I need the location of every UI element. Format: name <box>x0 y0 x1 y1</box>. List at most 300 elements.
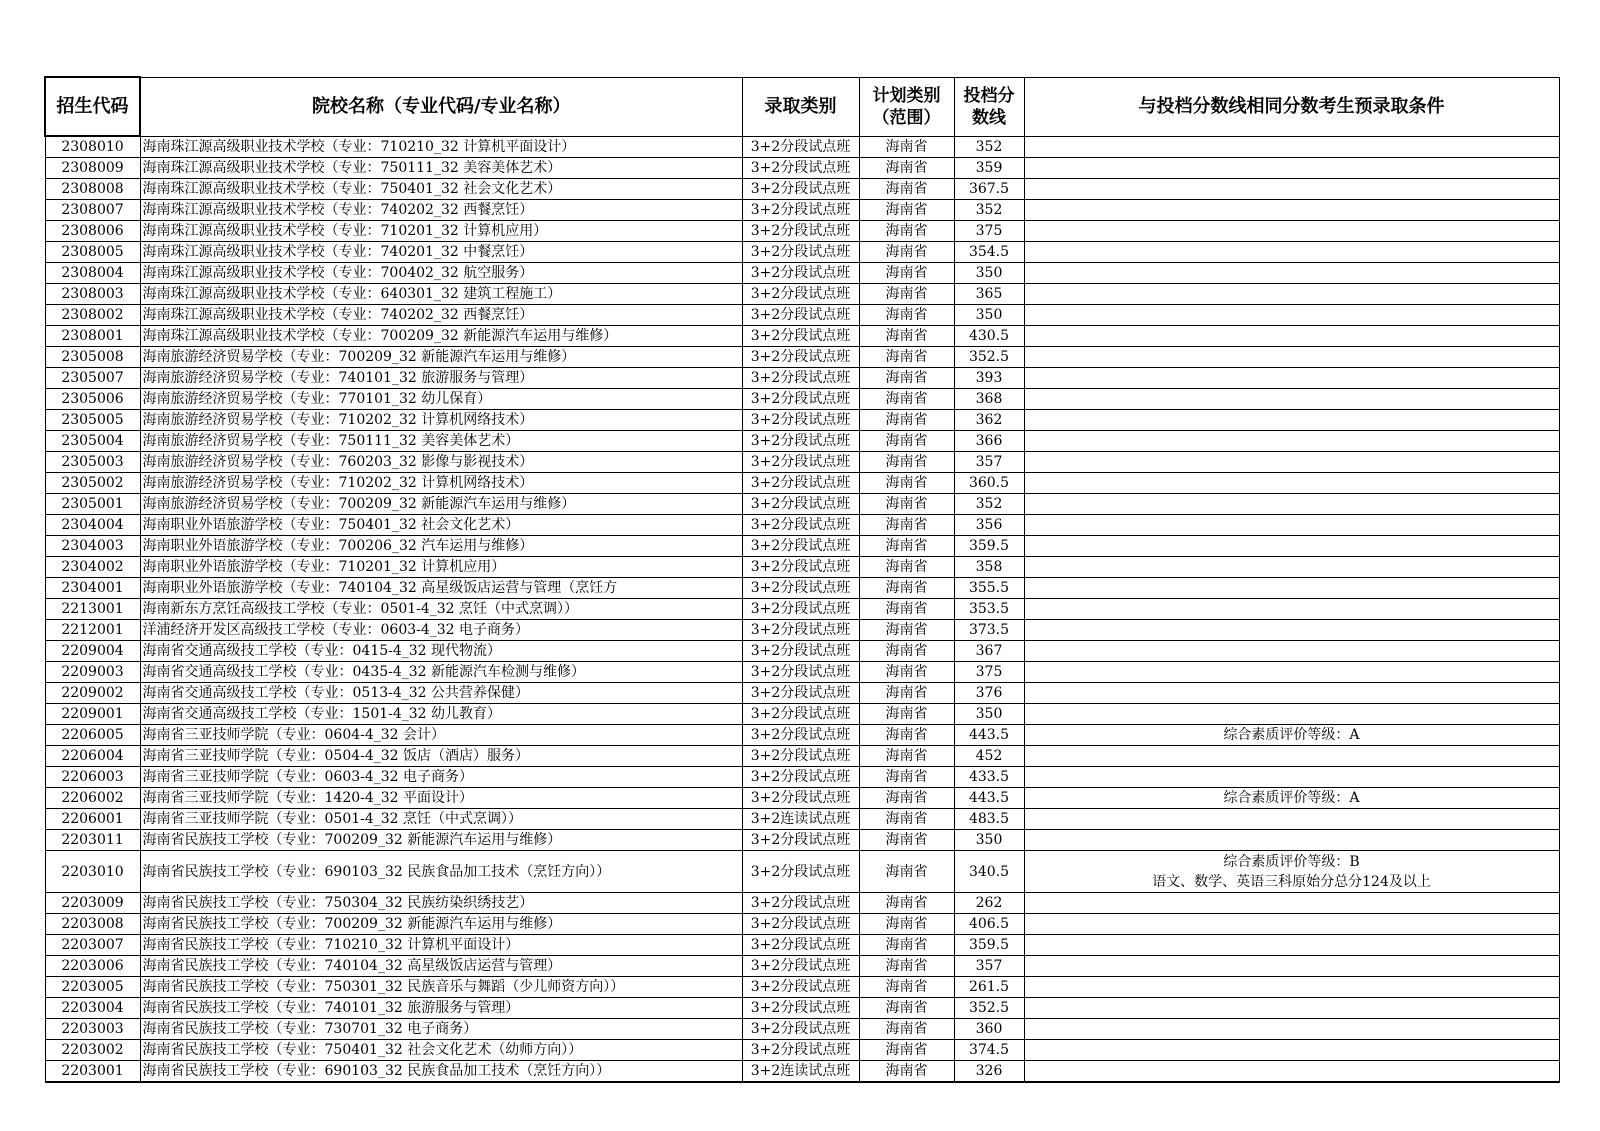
cell-score: 365 <box>954 284 1024 305</box>
cell-condition <box>1024 473 1559 494</box>
cell-condition <box>1024 1061 1559 1083</box>
cell-plan: 海南省 <box>859 893 954 914</box>
cell-score: 443.5 <box>954 725 1024 746</box>
table-row <box>45 536 1559 557</box>
cell-score: 359 <box>954 158 1024 179</box>
cell-plan: 海南省 <box>859 578 954 599</box>
table-row <box>45 725 1559 746</box>
cell-condition <box>1024 746 1559 767</box>
cell-school: 海南职业外语旅游学校（专业：750401_32 社会文化艺术） <box>140 515 742 536</box>
table-row <box>45 767 1559 788</box>
cell-condition <box>1024 998 1559 1019</box>
cell-plan: 海南省 <box>859 620 954 641</box>
cell-condition <box>1024 305 1559 326</box>
cell-type: 3+2分段试点班 <box>742 662 859 683</box>
table-row <box>45 620 1559 641</box>
cell-school: 海南珠江源高级职业技术学校（专业：700209_32 新能源汽车运用与维修） <box>140 326 742 347</box>
cell-type: 3+2分段试点班 <box>742 830 859 851</box>
cell-school: 海南职业外语旅游学校（专业：710201_32 计算机应用） <box>140 557 742 578</box>
cell-score: 430.5 <box>954 326 1024 347</box>
cell-code: 2305001 <box>45 494 140 515</box>
cell-plan: 海南省 <box>859 662 954 683</box>
cell-code: 2308008 <box>45 179 140 200</box>
cell-school: 海南省民族技工学校（专业：740101_32 旅游服务与管理） <box>140 998 742 1019</box>
cell-school: 海南省民族技工学校（专业：750401_32 社会文化艺术（幼师方向）） <box>140 1040 742 1061</box>
cell-plan: 海南省 <box>859 788 954 809</box>
cell-condition <box>1024 494 1559 515</box>
cell-type: 3+2分段试点班 <box>742 956 859 977</box>
cell-score: 354.5 <box>954 242 1024 263</box>
table-row <box>45 683 1559 704</box>
cell-condition <box>1024 200 1559 221</box>
cell-school: 海南省民族技工学校（专业：750304_32 民族纺染织绣技艺） <box>140 893 742 914</box>
cell-condition <box>1024 179 1559 200</box>
cell-code: 2305003 <box>45 452 140 473</box>
cell-score: 366 <box>954 431 1024 452</box>
cell-school: 海南省交通高级技工学校（专业：1501-4_32 幼儿教育） <box>140 704 742 725</box>
cell-school: 海南旅游经济贸易学校（专业：770101_32 幼儿保育） <box>140 389 742 410</box>
cell-condition <box>1024 242 1559 263</box>
cell-score: 360 <box>954 1019 1024 1040</box>
cell-code: 2209004 <box>45 641 140 662</box>
cell-score: 350 <box>954 305 1024 326</box>
cell-school: 海南珠江源高级职业技术学校（专业：750111_32 美容美体艺术） <box>140 158 742 179</box>
cell-condition <box>1024 557 1559 578</box>
cell-condition <box>1024 347 1559 368</box>
cell-plan: 海南省 <box>859 536 954 557</box>
cell-code: 2304002 <box>45 557 140 578</box>
table-row <box>45 368 1559 389</box>
cell-code: 2203004 <box>45 998 140 1019</box>
cell-school: 海南珠江源高级职业技术学校（专业：740201_32 中餐烹饪） <box>140 242 742 263</box>
table-row <box>45 956 1559 977</box>
cell-school: 海南省民族技工学校（专业：730701_32 电子商务） <box>140 1019 742 1040</box>
cell-condition <box>1024 683 1559 704</box>
cell-condition <box>1024 1040 1559 1061</box>
cell-school: 海南职业外语旅游学校（专业：700206_32 汽车运用与维修） <box>140 536 742 557</box>
cell-condition <box>1024 977 1559 998</box>
cell-code: 2308001 <box>45 326 140 347</box>
cell-plan: 海南省 <box>859 473 954 494</box>
cell-code: 2308007 <box>45 200 140 221</box>
cell-score: 352.5 <box>954 998 1024 1019</box>
table-row <box>45 704 1559 725</box>
table-row <box>45 221 1559 242</box>
cell-plan: 海南省 <box>859 200 954 221</box>
cell-type: 3+2分段试点班 <box>742 935 859 956</box>
cell-score: 367.5 <box>954 179 1024 200</box>
cell-condition: 综合素质评价等级：B 语文、数学、英语三科原始分总分124及以上 <box>1024 851 1559 893</box>
cell-code: 2305008 <box>45 347 140 368</box>
table-row <box>45 662 1559 683</box>
cell-school: 海南旅游经济贸易学校（专业：750111_32 美容美体艺术） <box>140 431 742 452</box>
cell-school: 海南新东方烹饪高级技工学校（专业：0501-4_32 烹饪（中式烹调）） <box>140 599 742 620</box>
cell-type: 3+2分段试点班 <box>742 473 859 494</box>
table-row <box>45 326 1559 347</box>
table-row <box>45 1019 1559 1040</box>
cell-school: 海南省三亚技师学院（专业：0603-4_32 电子商务） <box>140 767 742 788</box>
table-row <box>45 389 1559 410</box>
table-row <box>45 851 1559 893</box>
cell-type: 3+2分段试点班 <box>742 641 859 662</box>
table-row <box>45 200 1559 221</box>
header-school: 院校名称（专业代码/专业名称） <box>140 77 742 136</box>
cell-code: 2203011 <box>45 830 140 851</box>
cell-type: 3+2分段试点班 <box>742 704 859 725</box>
cell-type: 3+2分段试点班 <box>742 977 859 998</box>
cell-condition <box>1024 809 1559 830</box>
cell-score: 352 <box>954 136 1024 158</box>
table-row <box>45 788 1559 809</box>
cell-score: 355.5 <box>954 578 1024 599</box>
table-row <box>45 557 1559 578</box>
cell-plan: 海南省 <box>859 347 954 368</box>
cell-condition <box>1024 536 1559 557</box>
table-row <box>45 1061 1559 1083</box>
cell-plan: 海南省 <box>859 136 954 158</box>
cell-score: 359.5 <box>954 536 1024 557</box>
cell-code: 2305002 <box>45 473 140 494</box>
cell-score: 350 <box>954 263 1024 284</box>
table-row <box>45 830 1559 851</box>
cell-type: 3+2分段试点班 <box>742 263 859 284</box>
table-row <box>45 578 1559 599</box>
cell-score: 373.5 <box>954 620 1024 641</box>
table-row <box>45 641 1559 662</box>
cell-code: 2308002 <box>45 305 140 326</box>
cell-type: 3+2分段试点班 <box>742 326 859 347</box>
table-row <box>45 515 1559 536</box>
cell-school: 海南珠江源高级职业技术学校（专业：710210_32 计算机平面设计） <box>140 136 742 158</box>
cell-code: 2308006 <box>45 221 140 242</box>
cell-plan: 海南省 <box>859 767 954 788</box>
table-row <box>45 977 1559 998</box>
cell-condition <box>1024 136 1559 158</box>
cell-school: 海南省交通高级技工学校（专业：0415-4_32 现代物流） <box>140 641 742 662</box>
table-row <box>45 410 1559 431</box>
cell-plan: 海南省 <box>859 368 954 389</box>
cell-type: 3+2分段试点班 <box>742 515 859 536</box>
cell-type: 3+2分段试点班 <box>742 557 859 578</box>
cell-type: 3+2分段试点班 <box>742 452 859 473</box>
cell-type: 3+2分段试点班 <box>742 389 859 410</box>
cell-code: 2203006 <box>45 956 140 977</box>
table-row <box>45 305 1559 326</box>
cell-score: 352 <box>954 200 1024 221</box>
cell-type: 3+2分段试点班 <box>742 158 859 179</box>
table-row <box>45 347 1559 368</box>
cell-code: 2212001 <box>45 620 140 641</box>
table-row <box>45 893 1559 914</box>
cell-school: 海南珠江源高级职业技术学校（专业：710201_32 计算机应用） <box>140 221 742 242</box>
cell-school: 海南珠江源高级职业技术学校（专业：640301_32 建筑工程施工） <box>140 284 742 305</box>
cell-code: 2206002 <box>45 788 140 809</box>
cell-code: 2203007 <box>45 935 140 956</box>
cell-school: 海南省民族技工学校（专业：700209_32 新能源汽车运用与维修） <box>140 830 742 851</box>
table-row <box>45 998 1559 1019</box>
cell-code: 2206005 <box>45 725 140 746</box>
cell-score: 362 <box>954 410 1024 431</box>
cell-school: 海南旅游经济贸易学校（专业：700209_32 新能源汽车运用与维修） <box>140 494 742 515</box>
cell-school: 海南省民族技工学校（专业：750301_32 民族音乐与舞蹈（少儿师资方向）） <box>140 977 742 998</box>
cell-score: 353.5 <box>954 599 1024 620</box>
cell-condition <box>1024 284 1559 305</box>
cell-school: 海南省民族技工学校（专业：710210_32 计算机平面设计） <box>140 935 742 956</box>
cell-score: 433.5 <box>954 767 1024 788</box>
cell-score: 393 <box>954 368 1024 389</box>
cell-type: 3+2分段试点班 <box>742 179 859 200</box>
cell-school: 海南省三亚技师学院（专业：1420-4_32 平面设计） <box>140 788 742 809</box>
cell-school: 海南省三亚技师学院（专业：0501-4_32 烹饪（中式烹调）） <box>140 809 742 830</box>
cell-code: 2203003 <box>45 1019 140 1040</box>
cell-type: 3+2分段试点班 <box>742 1019 859 1040</box>
cell-plan: 海南省 <box>859 389 954 410</box>
cell-condition <box>1024 452 1559 473</box>
cell-plan: 海南省 <box>859 494 954 515</box>
cell-code: 2203001 <box>45 1061 140 1083</box>
cell-code: 2305004 <box>45 431 140 452</box>
cell-plan: 海南省 <box>859 1061 954 1083</box>
cell-code: 2209003 <box>45 662 140 683</box>
cell-code: 2203008 <box>45 914 140 935</box>
cell-condition <box>1024 515 1559 536</box>
cell-school: 海南省民族技工学校（专业：740104_32 高星级饭店运营与管理） <box>140 956 742 977</box>
cell-code: 2213001 <box>45 599 140 620</box>
cell-condition <box>1024 263 1559 284</box>
cell-school: 海南珠江源高级职业技术学校（专业：700402_32 航空服务） <box>140 263 742 284</box>
cell-type: 3+2连读试点班 <box>742 809 859 830</box>
cell-type: 3+2分段试点班 <box>742 599 859 620</box>
table-row <box>45 494 1559 515</box>
cell-code: 2209001 <box>45 704 140 725</box>
cell-score: 350 <box>954 830 1024 851</box>
table-row <box>45 1040 1559 1061</box>
cell-school: 海南珠江源高级职业技术学校（专业：750401_32 社会文化艺术） <box>140 179 742 200</box>
cell-plan: 海南省 <box>859 746 954 767</box>
cell-type: 3+2分段试点班 <box>742 767 859 788</box>
cell-school: 海南省交通高级技工学校（专业：0435-4_32 新能源汽车检测与维修） <box>140 662 742 683</box>
cell-condition: 综合素质评价等级：A <box>1024 725 1559 746</box>
cell-score: 326 <box>954 1061 1024 1083</box>
header-condition: 与投档分数线相同分数考生预录取条件 <box>1024 77 1559 136</box>
cell-code: 2203002 <box>45 1040 140 1061</box>
cell-condition <box>1024 431 1559 452</box>
cell-condition <box>1024 599 1559 620</box>
cell-plan: 海南省 <box>859 725 954 746</box>
table-row <box>45 158 1559 179</box>
cell-school: 海南省民族技工学校（专业：690103_32 民族食品加工技术（烹饪方向）） <box>140 1061 742 1083</box>
table-row <box>45 179 1559 200</box>
cell-plan: 海南省 <box>859 704 954 725</box>
cell-score: 443.5 <box>954 788 1024 809</box>
cell-condition <box>1024 620 1559 641</box>
cell-condition <box>1024 704 1559 725</box>
cell-condition <box>1024 221 1559 242</box>
cell-type: 3+2分段试点班 <box>742 620 859 641</box>
cell-code: 2203005 <box>45 977 140 998</box>
cell-score: 368 <box>954 389 1024 410</box>
cell-school: 海南旅游经济贸易学校（专业：710202_32 计算机网络技术） <box>140 410 742 431</box>
cell-type: 3+2分段试点班 <box>742 683 859 704</box>
cell-condition <box>1024 389 1559 410</box>
cell-score: 360.5 <box>954 473 1024 494</box>
cell-code: 2203010 <box>45 851 140 893</box>
cell-code: 2206003 <box>45 767 140 788</box>
cell-type: 3+2分段试点班 <box>742 914 859 935</box>
cell-condition <box>1024 410 1559 431</box>
cell-plan: 海南省 <box>859 809 954 830</box>
cell-type: 3+2分段试点班 <box>742 368 859 389</box>
cell-score: 340.5 <box>954 851 1024 893</box>
cell-score: 406.5 <box>954 914 1024 935</box>
table-row <box>45 935 1559 956</box>
cell-code: 2304001 <box>45 578 140 599</box>
cell-plan: 海南省 <box>859 515 954 536</box>
cell-condition <box>1024 158 1559 179</box>
cell-school: 海南省民族技工学校（专业：690103_32 民族食品加工技术（烹饪方向）） <box>140 851 742 893</box>
cell-plan: 海南省 <box>859 179 954 200</box>
cell-school: 海南旅游经济贸易学校（专业：760203_32 影像与影视技术） <box>140 452 742 473</box>
cell-school: 洋浦经济开发区高级技工学校（专业：0603-4_32 电子商务） <box>140 620 742 641</box>
cell-type: 3+2分段试点班 <box>742 347 859 368</box>
cell-school: 海南省三亚技师学院（专业：0604-4_32 会计） <box>140 725 742 746</box>
cell-type: 3+2分段试点班 <box>742 851 859 893</box>
cell-type: 3+2分段试点班 <box>742 578 859 599</box>
cell-score: 358 <box>954 557 1024 578</box>
cell-score: 356 <box>954 515 1024 536</box>
cell-plan: 海南省 <box>859 851 954 893</box>
header-type: 录取类别 <box>742 77 859 136</box>
table-row <box>45 473 1559 494</box>
cell-code: 2305006 <box>45 389 140 410</box>
table-row <box>45 809 1559 830</box>
cell-code: 2308004 <box>45 263 140 284</box>
cell-code: 2308003 <box>45 284 140 305</box>
cell-type: 3+2分段试点班 <box>742 242 859 263</box>
cell-school: 海南旅游经济贸易学校（专业：710202_32 计算机网络技术） <box>140 473 742 494</box>
cell-plan: 海南省 <box>859 263 954 284</box>
cell-code: 2304004 <box>45 515 140 536</box>
cell-plan: 海南省 <box>859 557 954 578</box>
cell-plan: 海南省 <box>859 1040 954 1061</box>
cell-school: 海南职业外语旅游学校（专业：740104_32 高星级饭店运营与管理（烹饪方 <box>140 578 742 599</box>
cell-code: 2308010 <box>45 136 140 158</box>
header-score: 投档分数线 <box>954 77 1024 136</box>
cell-plan: 海南省 <box>859 431 954 452</box>
cell-type: 3+2分段试点班 <box>742 410 859 431</box>
cell-type: 3+2连读试点班 <box>742 1061 859 1083</box>
cell-code: 2206001 <box>45 809 140 830</box>
header-row <box>45 77 1559 136</box>
cell-code: 2304003 <box>45 536 140 557</box>
cell-plan: 海南省 <box>859 914 954 935</box>
cell-code: 2203009 <box>45 893 140 914</box>
admission-score-table <box>44 76 1560 1083</box>
cell-school: 海南省三亚技师学院（专业：0504-4_32 饭店（酒店）服务） <box>140 746 742 767</box>
table-row <box>45 263 1559 284</box>
cell-plan: 海南省 <box>859 284 954 305</box>
cell-plan: 海南省 <box>859 452 954 473</box>
cell-score: 352.5 <box>954 347 1024 368</box>
cell-plan: 海南省 <box>859 935 954 956</box>
cell-code: 2308005 <box>45 242 140 263</box>
cell-school: 海南珠江源高级职业技术学校（专业：740202_32 西餐烹饪） <box>140 305 742 326</box>
cell-score: 357 <box>954 452 1024 473</box>
cell-plan: 海南省 <box>859 683 954 704</box>
cell-code: 2308009 <box>45 158 140 179</box>
cell-condition <box>1024 368 1559 389</box>
cell-type: 3+2分段试点班 <box>742 1040 859 1061</box>
table-row <box>45 284 1559 305</box>
cell-type: 3+2分段试点班 <box>742 536 859 557</box>
cell-score: 376 <box>954 683 1024 704</box>
cell-type: 3+2分段试点班 <box>742 788 859 809</box>
cell-code: 2209002 <box>45 683 140 704</box>
cell-score: 375 <box>954 221 1024 242</box>
header-plan: 计划类别（范围） <box>859 77 954 136</box>
table-body <box>45 136 1559 1082</box>
cell-type: 3+2分段试点班 <box>742 494 859 515</box>
cell-plan: 海南省 <box>859 599 954 620</box>
header-code: 招生代码 <box>45 77 140 136</box>
cell-code: 2206004 <box>45 746 140 767</box>
cell-score: 350 <box>954 704 1024 725</box>
cell-plan: 海南省 <box>859 305 954 326</box>
cell-type: 3+2分段试点班 <box>742 305 859 326</box>
cell-type: 3+2分段试点班 <box>742 893 859 914</box>
cell-score: 262 <box>954 893 1024 914</box>
cell-condition <box>1024 935 1559 956</box>
cell-score: 367 <box>954 641 1024 662</box>
cell-type: 3+2分段试点班 <box>742 725 859 746</box>
cell-score: 375 <box>954 662 1024 683</box>
cell-type: 3+2分段试点班 <box>742 431 859 452</box>
cell-school: 海南旅游经济贸易学校（专业：740101_32 旅游服务与管理） <box>140 368 742 389</box>
cell-plan: 海南省 <box>859 998 954 1019</box>
table-row <box>45 599 1559 620</box>
cell-plan: 海南省 <box>859 830 954 851</box>
cell-school: 海南省交通高级技工学校（专业：0513-4_32 公共营养保健） <box>140 683 742 704</box>
cell-type: 3+2分段试点班 <box>742 746 859 767</box>
cell-condition <box>1024 914 1559 935</box>
table-row <box>45 746 1559 767</box>
cell-score: 374.5 <box>954 1040 1024 1061</box>
cell-school: 海南珠江源高级职业技术学校（专业：740202_32 西餐烹饪） <box>140 200 742 221</box>
cell-type: 3+2分段试点班 <box>742 200 859 221</box>
cell-condition <box>1024 956 1559 977</box>
cell-plan: 海南省 <box>859 326 954 347</box>
cell-type: 3+2分段试点班 <box>742 284 859 305</box>
cell-condition <box>1024 830 1559 851</box>
table-row <box>45 452 1559 473</box>
cell-type: 3+2分段试点班 <box>742 221 859 242</box>
cell-type: 3+2分段试点班 <box>742 998 859 1019</box>
cell-school: 海南省民族技工学校（专业：700209_32 新能源汽车运用与维修） <box>140 914 742 935</box>
cell-condition <box>1024 326 1559 347</box>
cell-score: 261.5 <box>954 977 1024 998</box>
cell-condition <box>1024 641 1559 662</box>
cell-plan: 海南省 <box>859 410 954 431</box>
cell-code: 2305005 <box>45 410 140 431</box>
cell-condition <box>1024 767 1559 788</box>
table-row <box>45 242 1559 263</box>
cell-type: 3+2分段试点班 <box>742 136 859 158</box>
cell-code: 2305007 <box>45 368 140 389</box>
cell-plan: 海南省 <box>859 977 954 998</box>
cell-score: 483.5 <box>954 809 1024 830</box>
table-row <box>45 914 1559 935</box>
cell-condition <box>1024 578 1559 599</box>
